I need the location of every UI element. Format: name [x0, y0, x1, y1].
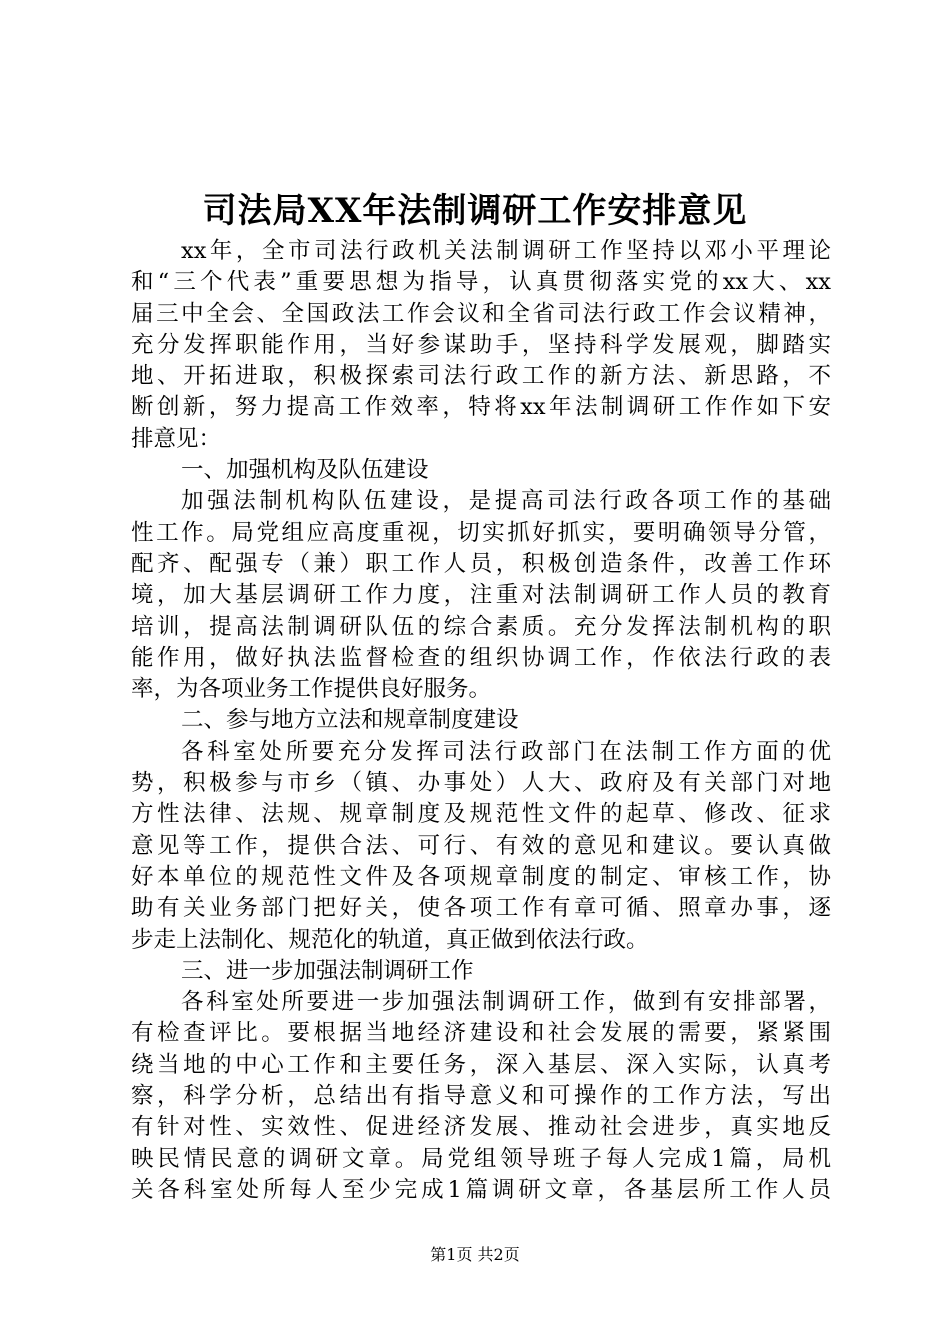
document-title: 司法局XX年法制调研工作安排意见 [202, 191, 748, 231]
body-text-line: 断创新，努力提高工作效率，特将xx年法制调研工作作如下安 [131, 394, 831, 421]
body-text-line: 关各科室处所每人至少完成1篇调研文章，各基层所工作人员 [131, 1176, 831, 1203]
body-text-line: 助有关业务部门把好关，使各项工作有章可循、照章办事，逐 [131, 895, 831, 922]
body-text-line: 加强法制机构队伍建设，是提高司法行政各项工作的基础 [181, 488, 831, 515]
body-text-line: 性工作。局党组应高度重视，切实抓好抓实，要明确领导分管， [131, 519, 831, 546]
body-text-line: 好本单位的规范性文件及各项规章制度的制定、审核工作，协 [131, 863, 831, 890]
body-text-line: 有检查评比。要根据当地经济建设和社会发展的需要，紧紧围 [131, 1020, 831, 1047]
page-footer: 第1页 共2页 [430, 1245, 520, 1264]
body-text-line: 察，科学分析，总结出有指导意义和可操作的工作方法，写出 [131, 1083, 831, 1110]
body-text-line: 排意见： [131, 425, 222, 452]
body-text-line: 意见等工作，提供合法、可行、有效的意见和建议。要认真做 [131, 832, 831, 859]
body-text-line: 能作用，做好执法监督检查的组织协调工作，作依法行政的表 [131, 644, 831, 671]
section-heading: 三、进一步加强法制调研工作 [181, 957, 474, 984]
body-text-line: 培训，提高法制调研队伍的综合素质。充分发挥法制机构的职 [131, 613, 831, 640]
body-text-line: 配齐、配强专（兼）职工作人员，积极创造条件，改善工作环 [131, 550, 831, 577]
body-text-line: 和“三个代表”重要思想为指导，认真贯彻落实党的xx大、xx [131, 269, 831, 296]
body-text-line: 绕当地的中心工作和主要任务，深入基层、深入实际，认真考 [131, 1051, 831, 1078]
body-text-line: 率，为各项业务工作提供良好服务。 [131, 676, 492, 703]
body-text-line: 有针对性、实效性、促进经济发展、推动社会进步，真实地反 [131, 1114, 831, 1141]
body-text-line: 映民情民意的调研文章。局党组领导班子每人完成1篇，局机 [131, 1145, 831, 1172]
section-heading: 一、加强机构及队伍建设 [181, 457, 429, 484]
body-text-line: 境，加大基层调研工作力度，注重对法制调研工作人员的教育 [131, 582, 831, 609]
body-text-line: 方性法律、法规、规章制度及规范性文件的起草、修改、征求 [131, 801, 831, 828]
body-text-line: 届三中全会、全国政法工作会议和全省司法行政工作会议精神， [131, 300, 831, 327]
body-text-line: 步走上法制化、规范化的轨道，真正做到依法行政。 [131, 926, 649, 953]
document-body [131, 236, 831, 1206]
body-text-line: 地、开拓进取，积极探索司法行政工作的新方法、新思路，不 [131, 363, 831, 390]
body-text-line: xx年，全市司法行政机关法制调研工作坚持以邓小平理论 [181, 238, 831, 264]
section-heading: 二、参与地方立法和规章制度建设 [181, 707, 519, 734]
body-text-line: 势，积极参与市乡（镇、办事处）人大、政府及有关部门对地 [131, 770, 831, 797]
body-text-line: 充分发挥职能作用，当好参谋助手，坚持科学发展观，脚踏实 [131, 331, 831, 358]
body-text-line: 各科室处所要进一步加强法制调研工作，做到有安排部署， [181, 989, 831, 1016]
body-text-line: 各科室处所要充分发挥司法行政部门在法制工作方面的优 [181, 738, 831, 765]
